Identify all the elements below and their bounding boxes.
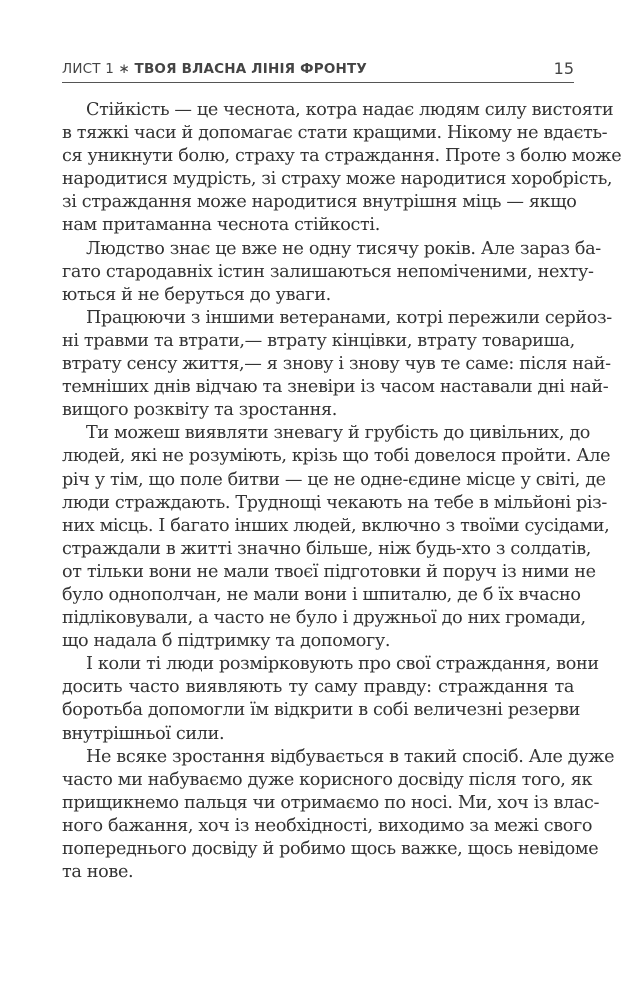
chapter-title: ТВОЯ ВЛАСНА ЛІНІЯ ФРОНТУ: [134, 61, 368, 77]
text-line: люди страждають. Труднощі чекають на тебе в мільйоні різ-: [62, 492, 607, 513]
text-line: Ти можеш виявляти зневагу й грубість до цивільних, до: [86, 423, 591, 444]
text-line: досить часто виявляють ту саму правду: страждання та: [62, 677, 574, 698]
text-line: внутрішньої сили.: [62, 723, 225, 744]
page-number: 15: [553, 59, 574, 78]
text-line: зі страждання може народитися внутрішня міць — якщо: [62, 192, 577, 213]
text-line: підліковували, а часто не було і дружньої до них громади,: [62, 608, 586, 629]
text-line: річ у тім, що поле битви — це не одне-єдине місце у світі, де: [62, 469, 606, 490]
text-line: І коли ті люди розмірковують про свої страждання, вони: [86, 654, 599, 675]
chapter-label: ЛИСТ 1: [62, 61, 115, 77]
running-header: [62, 58, 574, 83]
paragraph: [62, 746, 615, 885]
text-line: було однополчан, не мали вони і шпиталю, де б їх вчасно: [62, 584, 581, 605]
paragraph: [62, 307, 612, 422]
text-line: гато стародавніх істин залишаються непоміченими, нехту-: [62, 261, 594, 282]
text-line: та нове.: [62, 862, 134, 883]
text-line: народитися мудрість, зі страху може народитися хоробрість,: [62, 169, 613, 190]
text-line: попереднього досвіду й робимо щось важке, щось невідоме: [62, 839, 599, 859]
text-line: боротьба допомогли їм відкрити в собі величезні резерви: [62, 700, 580, 721]
text-line: вищого розквіту та зростання.: [62, 400, 337, 421]
separator-asterisk: ∗: [118, 61, 131, 77]
text-line: от тільки вони не мали твоєї підготовки й поруч із ними не: [62, 561, 596, 582]
body-text: [62, 99, 622, 884]
text-line: Людство знає це вже не одну тисячу років. Але зараз ба-: [86, 238, 601, 259]
paragraph: [62, 653, 599, 745]
text-line: них місць. І багато інших людей, включно з твоїми сусідами,: [62, 515, 610, 536]
paragraph: [62, 238, 601, 307]
paragraph: [62, 99, 622, 238]
text-line: ються й не беруться до уваги.: [62, 284, 331, 305]
text-line: темніших днів відчаю та зневіри із часом наставали дні най-: [62, 377, 609, 398]
text-line: Працюючи з іншими ветеранами, котрі пережили серйоз-: [86, 307, 612, 328]
text-line: ся уникнути болю, страху та страждання. Проте з болю може: [62, 146, 622, 167]
running-title: [62, 61, 367, 77]
text-line: часто ми набуваємо дуже корисного досвіду після того, як: [62, 769, 593, 790]
text-line: людей, які не розуміють, крізь що тобі довелося пройти. Але: [62, 446, 611, 467]
text-line: в тяжкі часи й допомагає стати кращими. Нікому не вдаєть-: [62, 123, 608, 144]
text-line: що надала б підтримку та допомогу.: [62, 631, 391, 652]
text-line: втрату сенсу життя,— я знову і знову чув те саме: після най-: [62, 354, 611, 375]
text-line: ні травми та втрати,— втрату кінцівки, втрату товариша,: [62, 330, 575, 351]
paragraph: [62, 422, 611, 653]
text-line: ного бажання, хоч із необхідності, виходимо за межі свого: [62, 815, 593, 836]
text-line: прищикнемо пальця чи отримаємо по носі. Ми, хоч із влас-: [62, 792, 600, 813]
text-line: страждали в житті значно більше, ніж будь-хто з солдатів,: [62, 538, 592, 559]
text-line: Не всяке зростання відбувається в такий спосіб. Але дуже: [86, 746, 615, 767]
text-line: нам притаманна чеснота стійкості.: [62, 215, 380, 236]
text-line: Стійкість — це чеснота, котра надає людям силу вистояти: [86, 100, 614, 120]
